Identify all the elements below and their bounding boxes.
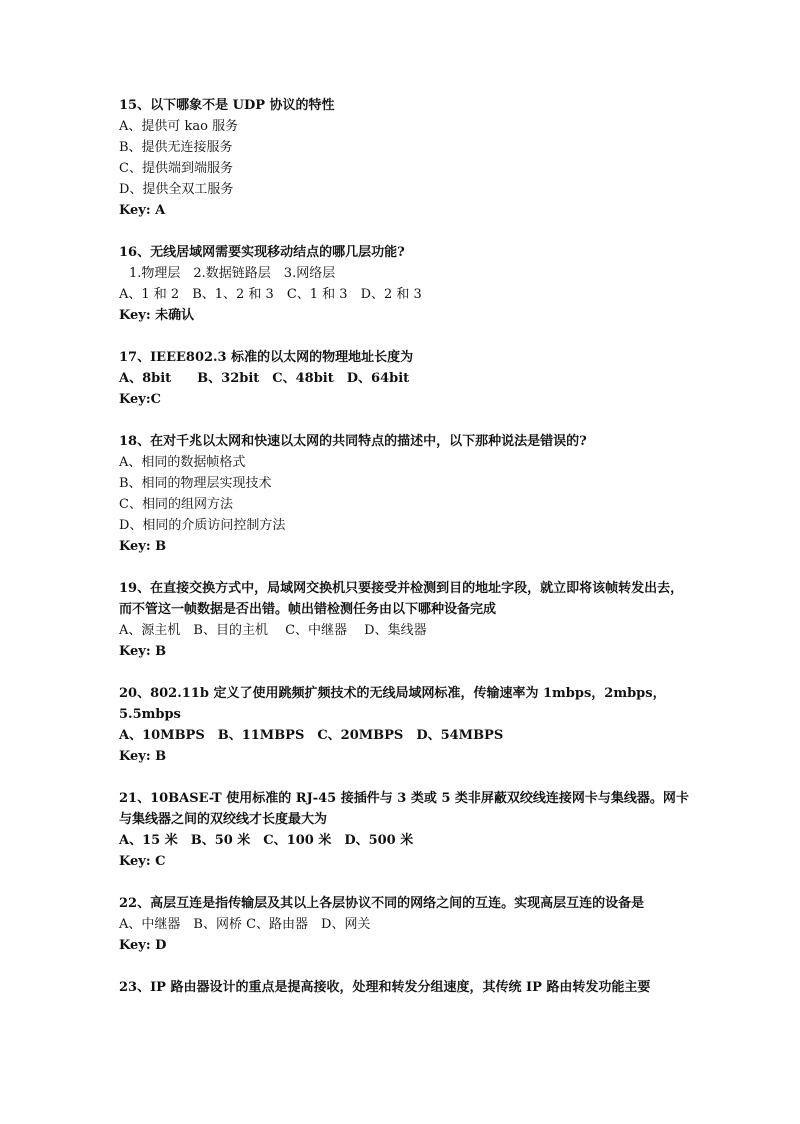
question-stem: 15、以下哪象不是 UDP 协议的特性 [119, 98, 335, 113]
question-23 [119, 977, 689, 998]
question-22 [119, 893, 689, 956]
answer-key: Key: D [119, 938, 167, 953]
answer-option: B、相同的物理层实现技术 [119, 476, 272, 491]
question-stem: 17、IEEE802.3 标准的以太网的物理地址长度为 [119, 350, 414, 365]
question-stem: 22、高层互连是指传输层及其以上各层协议不同的网络之间的互连。实现高层互连的设备是 [119, 896, 645, 911]
answer-options: A、1 和 2 B、1、2 和 3 C、1 和 3 D、2 和 3 [119, 287, 422, 302]
answer-key: Key: B [119, 644, 167, 659]
answer-option: A、相同的数据帧格式 [119, 455, 246, 470]
question-sub-items: 1.物理层 2.数据链路层 3.网络层 [129, 266, 336, 281]
question-15 [119, 95, 689, 221]
question-stem: 21、10BASE-T 使用标准的 RJ-45 接插件与 3 类或 5 类非屏蔽双绞线连接网卡与集线器。网卡与集线器之间的双绞线才长度最大为 [119, 791, 689, 827]
question-stem: 23、IP 路由器设计的重点是提高接收，处理和转发分组速度，其传统 IP 路由转发功能主要 [119, 980, 651, 995]
question-16 [119, 242, 689, 326]
answer-option: B、提供无连接服务 [119, 140, 233, 155]
question-stem: 19、在直接交换方式中，局域网交换机只要接受并检测到目的地址字段，就立即将该帧转发出去，而不管这一帧数据是否出错。帧出错检测任务由以下哪种设备完成 [119, 581, 684, 617]
answer-option: C、相同的组网方法 [119, 497, 233, 512]
answer-options: A、10MBPS B、11MBPS C、20MBPS D、54MBPS [119, 728, 504, 743]
question-17 [119, 347, 689, 410]
answer-option: D、相同的介质访问控制方法 [119, 518, 286, 533]
question-stem: 16、无线居域网需要实现移动结点的哪几层功能? [119, 245, 405, 260]
question-20 [119, 683, 689, 767]
answer-key: Key:C [119, 392, 161, 407]
answer-key: Key: 未确认 [119, 308, 195, 323]
question-stem: 18、在对千兆以太网和快速以太网的共同特点的描述中，以下那种说法是错误的? [119, 434, 587, 449]
answer-key: Key: C [119, 854, 166, 869]
answer-option: D、提供全双工服务 [119, 182, 234, 197]
answer-option: A、提供可 kao 服务 [119, 119, 239, 134]
answer-option: C、提供端到端服务 [119, 161, 233, 176]
answer-options: A、源主机 B、目的主机 C、中继器 D、集线器 [119, 623, 427, 638]
question-stem: 20、802.11b 定义了使用跳频扩频技术的无线局域网标准，传输速率为 1mbps，2mbps，5.5mbps [119, 686, 666, 722]
answer-options: A、15 米 B、50 米 C、100 米 D、500 米 [119, 833, 414, 848]
answer-options: A、中继器 B、网桥 C、路由器 D、网关 [119, 917, 371, 932]
answer-key: Key: A [119, 203, 166, 218]
question-21 [119, 788, 689, 872]
question-18 [119, 431, 689, 557]
answer-key: Key: B [119, 749, 167, 764]
answer-key: Key: B [119, 539, 167, 554]
answer-options: A、8bit B、32bit C、48bit D、64bit [119, 371, 410, 386]
question-19 [119, 578, 689, 662]
question-list [119, 95, 689, 1019]
